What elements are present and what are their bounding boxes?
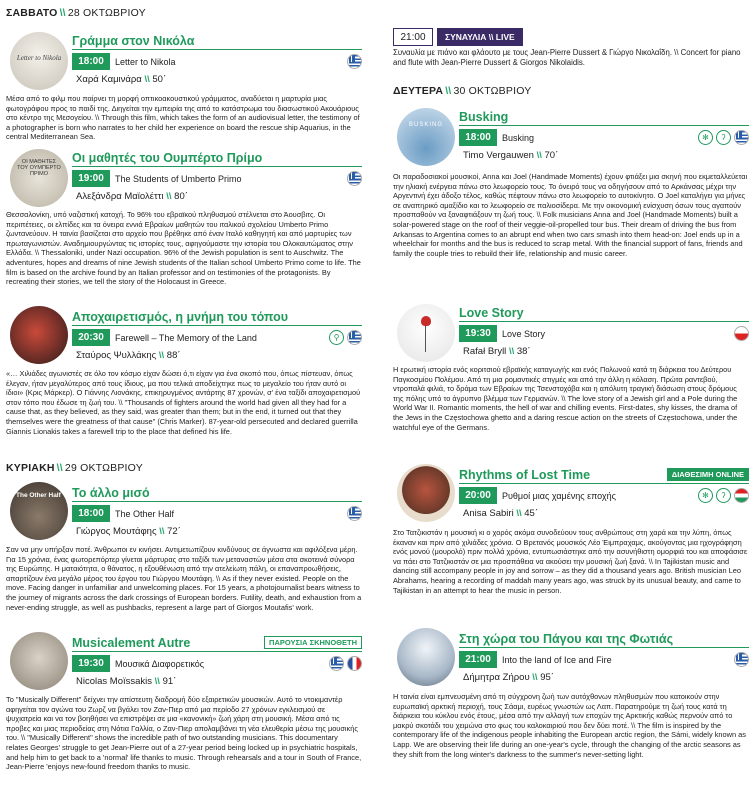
director-line	[72, 74, 362, 85]
director-name: Αλεξάνδρα Μαϊολέττι	[76, 191, 164, 202]
film-english-title: The Other Half	[115, 508, 175, 519]
day-header-saturday	[6, 2, 146, 24]
film-title	[459, 466, 749, 484]
film-title	[72, 634, 362, 652]
screening-time: 18:00	[459, 129, 497, 146]
film-english-title: Farewell – The Memory of the Land	[115, 332, 257, 343]
film-thumbnail	[397, 108, 455, 166]
flag-greece-icon	[347, 330, 362, 345]
thumbnail-caption: Letter to Nikola	[16, 54, 62, 62]
day-header-monday	[393, 80, 531, 102]
film-title	[459, 630, 749, 648]
director-name: Χαρά Καμινάρα	[76, 74, 142, 85]
film-title-text: Οι μαθητές του Ουμπέρτο Πρίμο	[72, 150, 263, 165]
separator: \\	[59, 7, 66, 19]
day-header-sunday	[6, 457, 143, 479]
film-entry	[393, 462, 749, 522]
film-thumbnail	[10, 306, 68, 364]
flower-icon	[421, 316, 431, 326]
separator: \\	[159, 526, 165, 537]
separator: \\	[508, 346, 515, 357]
film-thumbnail	[10, 632, 68, 690]
film-entry	[393, 300, 749, 360]
separator: \\	[445, 85, 452, 97]
film-title	[72, 308, 362, 326]
film-title-text: Love Story	[459, 305, 524, 320]
film-title	[72, 32, 362, 50]
film-entry	[393, 626, 749, 686]
flag-greece-icon	[347, 54, 362, 69]
flag-poland-icon	[734, 326, 749, 341]
thumbnail-caption: The Other Half	[16, 492, 61, 499]
director-line	[72, 350, 362, 361]
separator: \\	[154, 676, 160, 687]
director-name: Anisa Sabiri	[463, 508, 514, 519]
separator: \\	[56, 462, 63, 474]
film-entry	[6, 304, 362, 364]
film-title	[72, 484, 362, 502]
director-presence-badge: ΠΑΡΟΥΣΙΑ ΣΚΗΝΟΘΕΤΗ	[264, 636, 362, 649]
director-line	[459, 346, 749, 357]
flag-greece-icon	[347, 171, 362, 186]
duration: 45΄	[524, 508, 538, 519]
separator: \\	[158, 350, 165, 361]
day-name: ΣΑΒΒΑΤΟ	[6, 7, 58, 19]
film-title-text: Γράμμα στον Νικόλα	[72, 33, 195, 48]
director-line	[72, 676, 362, 687]
film-entry	[6, 630, 362, 690]
day-name: ΚΥΡΙΑΚΗ	[6, 462, 55, 474]
film-english-title: Busking	[502, 132, 535, 143]
separator: \\	[536, 150, 542, 161]
screening-time: 18:00	[72, 53, 110, 70]
duration: 91΄	[162, 676, 177, 687]
film-description: «… Χιλιάδες αγωνιστές σε όλο τον κόσμο είχαν δώσει ό,τι είχαν για ένα σκοπό που, όπως πίστευαν, όπως έλεγαν, ήταν μεγαλύτερος από τους ίδιους, μα που τελικά αποδείχτηκε πως το μεγαλείο του ήταν αυτό οι ίδιοι» (Κρις Μάρκερ). Ο Γιάννης Λιονάκης, επικηρυγμένος αντάρτης 87 χρονών, σ' ένα ταξίδι αποχαιρετισμού στον τόπο που έδωσε τη ζωή του. \\ "Thousands of fighters around the world had given all they had for a cause that, as they believed, as they said, was greater than them; but in the end, it turned out that they themselves were the greatness of that cause" (Chris Marker). 87-year-old persecuted and declared guerrilla Giannis Lionakis takes a farewell trip to the place that defined his life.	[6, 369, 361, 436]
day-name: ΔΕΥΤΕΡΑ	[393, 85, 444, 97]
separator: \\	[532, 672, 538, 683]
separator: \\	[144, 74, 150, 85]
film-title-text: Αποχαιρετισμός, η μνήμη του τόπου	[72, 309, 289, 324]
separator: \\	[516, 508, 522, 519]
film-thumbnail	[10, 482, 68, 540]
hearing-icon: ʔ	[716, 488, 731, 503]
duration: 88΄	[166, 350, 181, 361]
director-name: Δήμητρα Ζήρου	[463, 672, 530, 683]
film-english-title: Letter to Nikola	[115, 56, 176, 67]
screening-time: 19:00	[72, 170, 110, 187]
duration: 38΄	[516, 346, 531, 357]
film-title	[459, 108, 749, 126]
flag-france-icon	[347, 656, 362, 671]
duration: 50΄	[152, 74, 167, 85]
film-title-text: Στη χώρα του Πάγου και της Φωτιάς	[459, 631, 674, 646]
film-english-title: Ρυθμοί μιας χαμένης εποχής	[502, 490, 616, 501]
film-title	[459, 304, 749, 322]
film-title-text: Musicalement Autre	[72, 635, 191, 650]
film-thumbnail	[397, 628, 455, 686]
film-title	[72, 149, 362, 167]
screening-time: 18:00	[72, 505, 110, 522]
thumbnail-caption: ΟΙ ΜΑΘΗΤΕΣ ΤΟΥ ΟΥΜΠΕΡΤΟ ΠΡΙΜΟ	[17, 159, 61, 177]
concert-header	[393, 28, 523, 46]
film-description: Η ταινία είναι εμπνευσμένη από τη σύγχρονη ζωή των αυτόχθονων πληθυσμών που κατοικούν στην ευρωπαϊκή αρκτική περιοχή, τους Σάαμι, ευρέως γνωστών ως Λαπ. Παρατηρούμε τη ζωή τους κατά τη διάρκεια του κύκλου ενός έτους, μέσα από την αλλαγή των εποχών της Αρκτικής καθώς περνούν από το μακρύ σκοτάδι του χειμώνα στο φως του καλοκαιριού που δεν δύει ποτέ. \\ The film is inspired by the contemporary life of the indigenous people inhabiting the European arctic region, the Sámi, widely known as Lapp. We are observing their life during an one-year's cycle, through the changing of the arctic seasons as they shift from the long winter's darkness to the summer's never-setting light.	[393, 692, 746, 759]
screening-time: 21:00	[459, 651, 497, 668]
flag-greece-icon	[734, 652, 749, 667]
film-description: Μέσα από το φιλμ που παίρνει τη μορφή οπτικοακουστικού γράμματος, αναδύεται η μαρτυρία μιας φωτογράφου προς το παιδί της. Διηγείται την εμπειρία της από το κατάστρωμα του διασωστικού Ακουάριους στο κέντρο της Μεσογείου. \\ Through this film, which takes the form of an audiovisual letter, the testimony of a photographer is born who narrates to her child her experience on board the rescue ship Aquarius, in the central Mediterranean Sea.	[6, 94, 360, 142]
film-reel-icon: ✻	[698, 488, 713, 503]
director-name: Timo Vergauwen	[463, 150, 534, 161]
film-english-title: Into the land of Ice and Fire	[502, 654, 612, 665]
film-english-title: The Students of Umberto Primo	[115, 173, 242, 184]
flag-greece-icon	[347, 506, 362, 521]
film-entry	[6, 147, 362, 207]
accessibility-icon: ⚲	[329, 330, 344, 345]
director-name: Rafał Bryll	[463, 346, 507, 357]
screening-time: 20:30	[72, 329, 110, 346]
duration: 72΄	[167, 526, 181, 537]
film-thumbnail	[397, 464, 455, 522]
film-title-text: Το άλλο μισό	[72, 485, 150, 500]
film-description: Στο Τατζικιστάν η μουσική κι ο χορός ακόμα συνοδεύουν τους ανθρώπους στη χαρά και την λύπη, όπως έκαναν και πριν από χιλιάδες χρόνια. Ο Βρετανός μουσικός Λέο Έιμπραχαμς, ακούγοντας μια ηχογράφηση ενός μονού (μουρολό) πριν πολλά χρόνια, εντυπωσιάστηκε από την ασυνήθιστη ομορφιά του και αποφάσισε να πάει στο Τατζικιστάν σε μια προσπάθεια να ακούσει την μουσική ζωή ξανά. \\ In Tajikistan music and dancing still accompany people in joy and sorrow – as they did a thousand years ago. British musician Leo Abrahams, hearing a recording of maddah many years ago, was struck by its unusual beauty, and came to Tajikistan in an attempt to hear the music in person.	[393, 528, 748, 595]
film-description: Οι παραδοσιακοί μουσικοί, Anna και Joel (Handmade Moments) έχουν φτιάξει μια σκηνή που εκμεταλλεύεται την ηλιακή ενέργεια πάνω στο λεωφορείο τους. Το όνειρό τους να οδηγήσουν από το Αρκάνσας μέχρι την Αργεντινή έχει άδοξο τέλος, καθώς πέφτουν πάνω στο λεωφορείο το αυτοκίνητο. Ο Joel καταλήγει για μήνες σε αναπηρικό αμαξίδιο και το λεωφορείο σε παλιοσίδερα. Με την οικονομική ενίσχυση όσων τους αγαπούν προσπαθούν να ξαναφτιάξουν τη ζωή τους. \\ Folk musicians Anna and Joel (Handmade Moments) built a solar-powered stage on the roof of their veggie-oil-propelled tour bus. Their dream of driving the bus from Arkansas to Argentina comes to an abrupt end when two cars smash into them head-on: Joel ends up in a wheelchair for months and the bus is reduced to scrap metal. With the financial support of fans, friends and family the couple tries to rebuild their life, relationship and music career.	[393, 172, 748, 258]
film-english-title: Μουσικά Διαφορετικός	[115, 658, 205, 669]
director-name: Nicolas Moïssakis	[76, 676, 153, 687]
film-description: Η ερωτική ιστορία ενός κοριτσιού εβραϊκής καταγωγής και ενός Πολωνού κατά τη διάρκεια του Δεύτερου Παγκοσμίου Πολέμου. Από τη μια ρομαντικές στιγμές και από την άλλη η κόλαση. Πρώτα ραντεβού, ντροπαλά φιλιά, το δράμα των Εβραίων της Τσενστοχόβα και η απόλυτη τραγική διάσωση στους δρόμους της πόλης υπό το άγρυπνο βλέμμα των Γερμανών. \\ The love story of a Jewish girl and a Pole during the World War II. Romantic moments, the hell of war and chilling events. First-dates, shy kisses, the drama of the Jews in the Częstochowa ghetto and a daring rescue action on the streets of Częstochowa, under the watchful eye of the Germans.	[393, 365, 738, 432]
day-date: 30 ΟΚΤΩΒΡΙΟΥ	[453, 85, 532, 97]
film-title-text: Busking	[459, 109, 509, 124]
film-thumbnail	[397, 304, 455, 362]
film-entry	[393, 108, 749, 168]
flag-tajikistan-icon	[734, 488, 749, 503]
director-line	[459, 150, 749, 161]
director-name: Σταύρος Ψυλλάκης	[76, 350, 157, 361]
director-line	[459, 672, 749, 683]
screening-time: 19:30	[72, 655, 110, 672]
concert-title: ΣΥΝΑΥΛΙΑ \\ LIVE	[437, 28, 523, 46]
director-line	[459, 508, 749, 519]
day-date: 29 ΟΚΤΩΒΡΙΟΥ	[64, 462, 143, 474]
director-name: Γιώργος Μουτάφης	[76, 526, 157, 537]
duration: 95΄	[540, 672, 554, 683]
director-line	[72, 526, 362, 537]
film-thumbnail	[10, 149, 68, 207]
online-available-badge: ΔΙΑΘΕΣΙΜΗ ONLINE	[667, 468, 749, 481]
thumbnail-caption: BUSKING	[408, 122, 443, 128]
concert-description: Συναυλία με πιάνο και φλάουτο με τους Jean-Pierre Dussert & Γιώργο Νικολαΐδη. \\ Concert for piano and flute with Jean-Pierre Dussert & Giorgos Nikolaidis.	[393, 48, 741, 67]
director-line	[72, 191, 362, 202]
flag-greece-icon	[329, 656, 344, 671]
screening-time: 19:30	[459, 325, 497, 342]
hearing-icon: ʔ	[716, 130, 731, 145]
film-thumbnail	[10, 32, 68, 90]
film-description: Σαν να μην υπήρξαν ποτέ. Άνθρωποι εν κινήσει. Αντιμετωπίζουν κινδύνους σε άγνωστα και αφιλόξενα μέρη. Για 15 χρόνια, ένας φωτορεπόρτερ γίνεται μάρτυρας στο ταξίδι των μεταναστών μέσα στα σκοτεινά σύνορα της Ευρώπης. Η ματαιότητα, ο θάνατος, η εξουθένωση από την ατελείωτη πάλη, οι επαναπροωθήσεις, απαρτίζουν ένα μεγάλο μέρος του έργου του Γιώργου Μουτάφη. \\ As if they never existed. People on the move. Facing danger in unfamiliar and unwelcoming places. For 15 years, a photojournalist bears witness to the journey of migrants across the dark crossings of European borders. Futility, death, and exhaustion from a never-ending struggle, as well as pushbacks, represent a large part of Giorgos Moutafis' work.	[6, 545, 362, 612]
concert-time: 21:00	[393, 28, 433, 46]
film-entry	[6, 480, 362, 540]
film-english-title: Love Story	[502, 328, 546, 339]
duration: 70΄	[544, 150, 559, 161]
day-date: 28 ΟΚΤΩΒΡΙΟΥ	[67, 7, 146, 19]
film-description: Θεσσαλονίκη, υπό ναζιστική κατοχή. Το 96% του εβραϊκού πληθυσμού στέλνεται στο Άουσβιτς. Οι περιπέτειες, οι ελπίδες και τα όνειρα εννιά Εβραίων μαθητών του ιταλικού σχολείου Umberto Primo ζωντανεύουν. Η ταινία βασίζεται στο αρχείο που βρέθηκε από έναν Ιταλό καθηγητή και από μαρτυρίες των πρωταγωνιστών. Αναδημιουργώντας τις ιστορίες τους, αφηγούμαστε την ιστορία του Ολοκαυτώματος στην Ελλάδα. \\ Thessaloniki, under Nazi occupation. 96% of the Jewish population is sent to Auschwitz. The adventures, hopes and dreams of nine Jewish students of the Italian school Umberto Primo come to life. The film is based on the archive found by an Italian professor and on testimonies of the protagonists. By recreating their stories, we tell the story of the Holocaust in Greece.	[6, 210, 361, 287]
film-reel-icon: ✻	[698, 130, 713, 145]
flag-greece-icon	[734, 130, 749, 145]
duration: 80΄	[174, 191, 188, 202]
film-title-text: Rhythms of Lost Time	[459, 467, 591, 482]
film-description: Το "Musically Different" δείχνει την απίστευτη διαδρομή δύο εξαιρετικών μουσικών. Αυτό το ντοκιμαντέρ αφηγείται τον αγώνα του Ζωρζ να βγάλει τον Ζαν-Πιερ από μια περίοδο 27 χρόνων εγκλεισμού σε ψυχιατρεία και να τον βοηθήσει να επιστρέψει σε μια «κανονική» ζωή χάρη στη μουσική. Μέσα από τις προβες και μιας περιοδείας στη Νότια Γαλλία, ο Ζαν-Πιερ απολαμβάνει τη νέα ελευθερία μέσω της μουσικής του. \\ "Musically Different" shows the incredible path of two outstanding musicians. This documentary relates Georges' struggle to get Jean-Pierre out of a 27-year period being locked up in psychiatric hospitals, and help him to get back to a 'normal' life thanks to music. Through rehearsals and a tour in South of France, Jean-Pierre 'enjoys new-found freedom thanks to music.	[6, 695, 362, 772]
screening-time: 20:00	[459, 487, 497, 504]
stem-icon	[425, 326, 426, 352]
separator: \\	[166, 191, 172, 202]
